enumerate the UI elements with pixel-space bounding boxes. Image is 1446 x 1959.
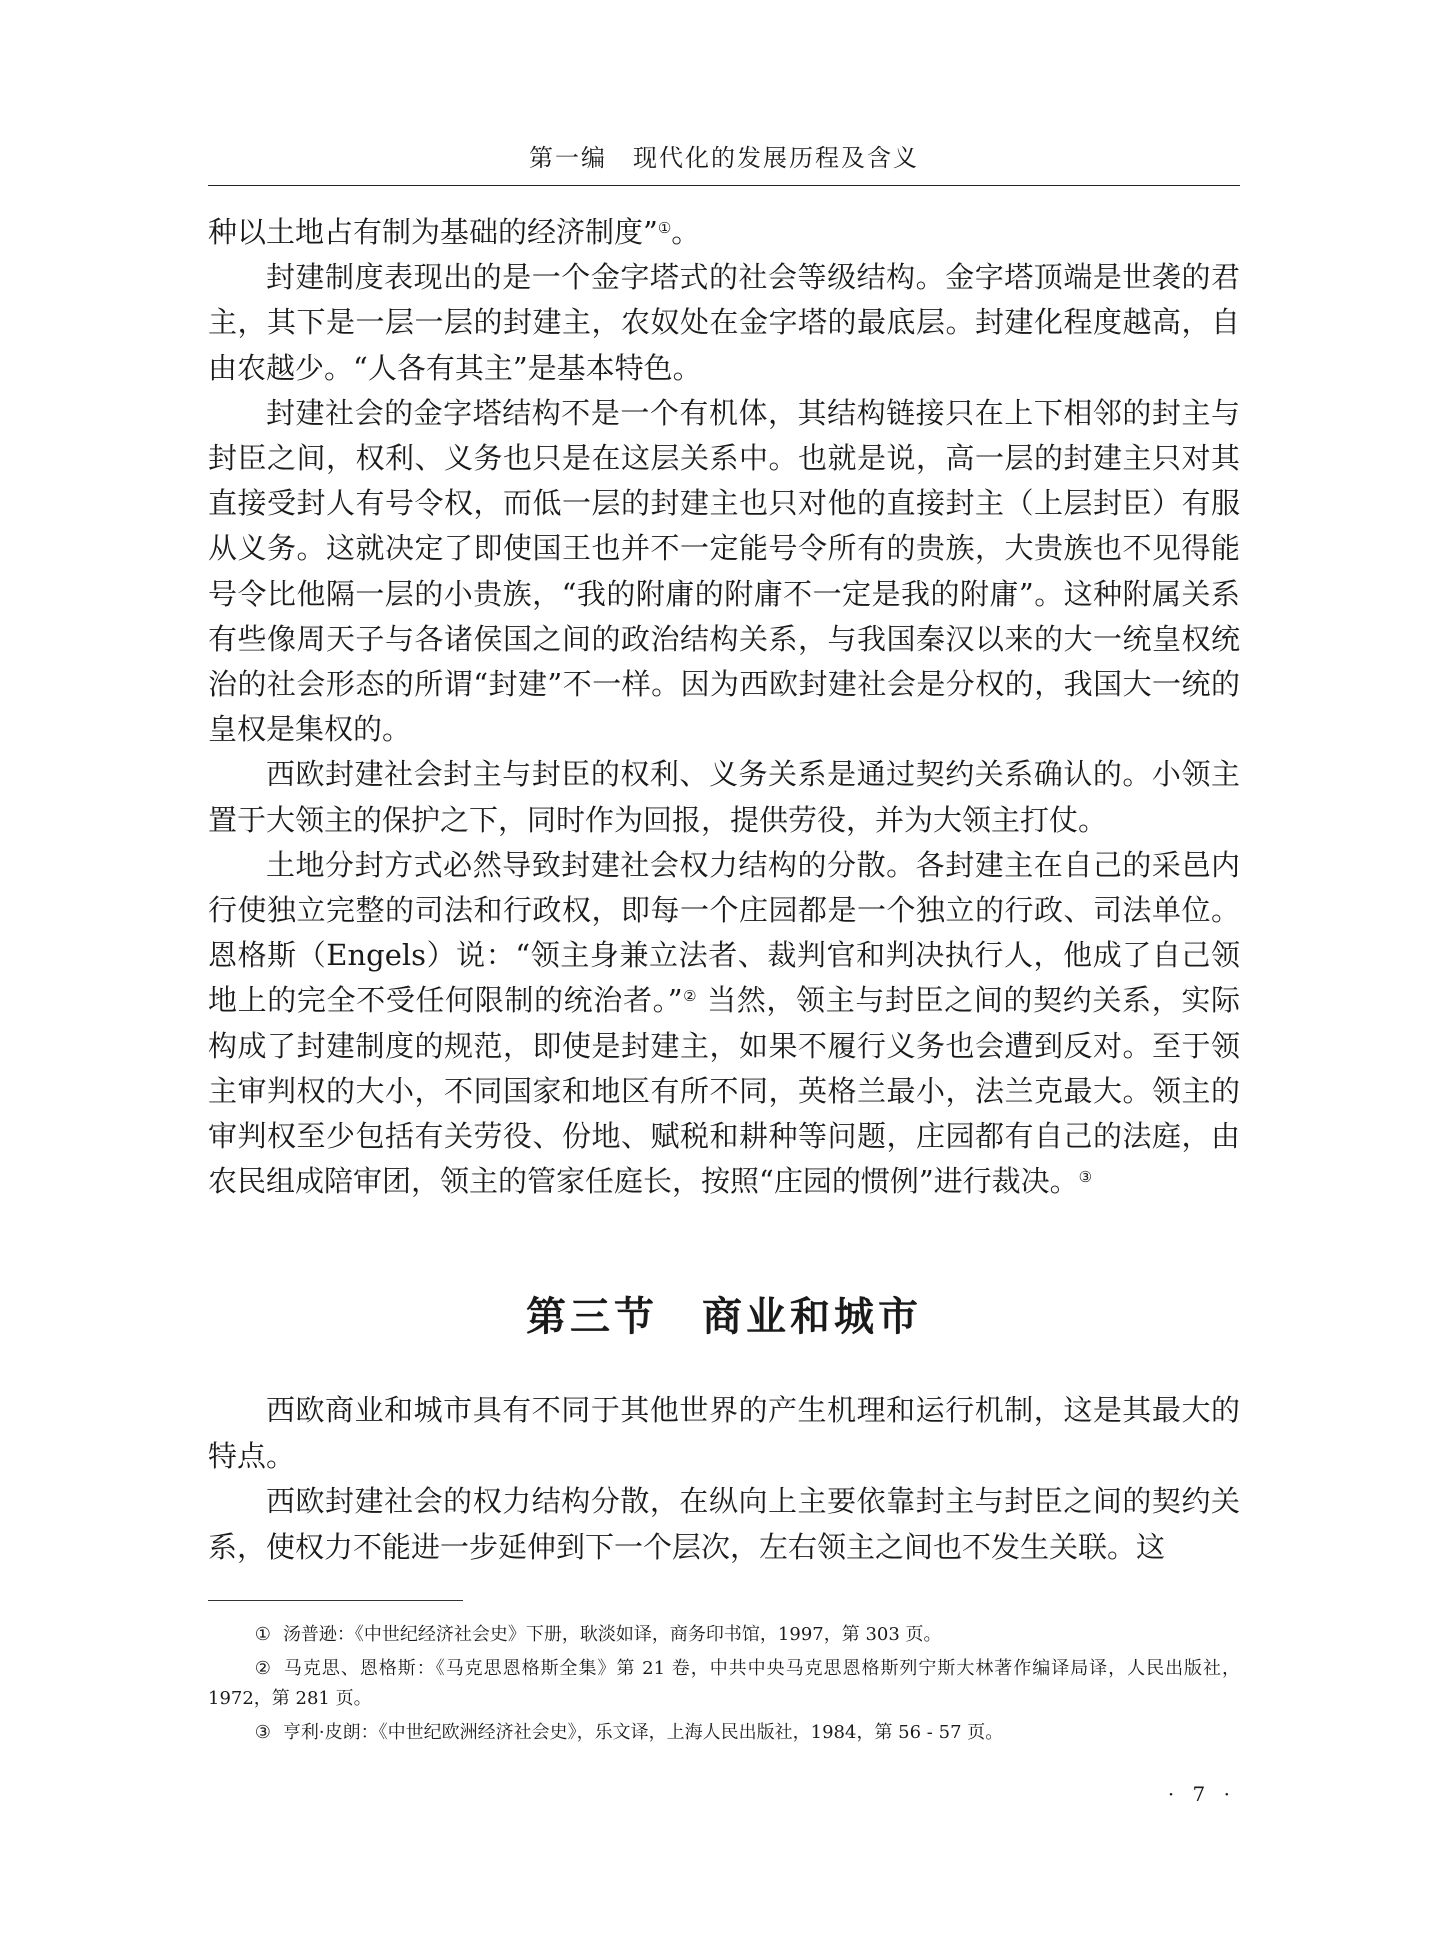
footnote-3: ③ 亨利·皮朗：《中世纪欧洲经济社会史》，乐文译，上海人民出版社，1984，第 56 - 57 页。	[254, 1722, 1004, 1743]
footnote-ref-1[interactable]: ①	[657, 219, 672, 237]
paragraph-2: 封建制度表现出的是一个金字塔式的社会等级结构。金字塔顶端是世袭的君主，其下是一层一层的封建主，农奴处在金字塔的最底层。封建化程度越高，自由农越少。“人各有其主”是基本特色。	[208, 260, 1240, 385]
footnote-mark: ②	[254, 1658, 272, 1679]
footnote-2: ② 马克思、恩格斯：《马克思恩格斯全集》第 21 卷，中共中央马克思恩格斯列宁斯大林著作编译局译，人民出版社，1972，第 281 页。	[208, 1658, 1241, 1709]
section-paragraph-1: 西欧商业和城市具有不同于其他世界的产生机理和运行机制，这是其最大的特点。	[208, 1393, 1240, 1473]
section-body	[208, 1388, 1240, 1570]
running-header: 第一编 现代化的发展历程及含义	[529, 144, 919, 172]
body-text	[208, 210, 1240, 1204]
footnote-1: ① 汤普逊：《中世纪经济社会史》下册，耿淡如译，商务印书馆，1997，第 303 页。	[254, 1624, 942, 1645]
paragraph-5: 土地分封方式必然导致封建社会权力结构的分散。各封建主在自己的采邑内行使独立完整的司法和行政权，即每一个庄园都是一个独立的行政、司法单位。恩格斯（Engels）说：“领主身兼立法者、裁判官和判决执行人，他成了自己领地上的完全不受任何限制的统治者。”② 当然，领主与封臣之间的契约关系，实际构成了封建制度的规范，即使是封建主，如果不履行义务也会遭到反对。至于领主审判权的大小，不同国家和地区有所不同，英格兰最小，法兰克最大。领主的审判权至少包括有关劳役、份地、赋税和耕种等问题，庄园都有自己的法庭，由农民组成陪审团，领主的管家任庭长，按照“庄园的惯例”进行裁决。③	[208, 847, 1240, 1199]
footnote-ref-3[interactable]: ③	[1078, 1168, 1093, 1187]
footnote-ref-2[interactable]: ②	[682, 987, 698, 1006]
header-rule	[208, 185, 1240, 186]
footnote-mark: ①	[254, 1624, 271, 1645]
paragraph-1: 种以土地占有制为基础的经济制度”①。	[208, 215, 701, 249]
section-paragraph-2: 西欧封建社会的权力结构分散，在纵向上主要依靠封主与封臣之间的契约关系，使权力不能进一步延伸到下一个层次，左右领主之间也不发生关联。这	[208, 1484, 1240, 1564]
paragraph-3: 封建社会的金字塔结构不是一个有机体，其结构链接只在上下相邻的封主与封臣之间，权利、义务也只是在这层关系中。也就是说，高一层的封建主只对其直接受封人有号令权，而低一层的封建主也只对他的直接封主（上层封臣）有服从义务。这就决定了即使国王也并不一定能号令所有的贵族，大贵族也不见得能号令比他隔一层的小贵族，“我的附庸的附庸不一定是我的附庸”。这种附属关系有些像周天子与各诸侯国之间的政治结构关系，与我国秦汉以来的大一统皇权统治的社会形态的所谓“封建”不一样。因为西欧封建社会是分权的，我国大一统的皇权是集权的。	[208, 395, 1240, 747]
footnote-rule	[208, 1600, 463, 1601]
footnotes	[208, 1620, 1240, 1752]
page-number: · 7 ·	[1167, 1782, 1236, 1806]
section-title: 第三节 商业和城市	[526, 1293, 922, 1340]
footnote-mark: ③	[254, 1722, 271, 1743]
paragraph-4: 西欧封建社会封主与封臣的权利、义务关系是通过契约关系确认的。小领主置于大领主的保护之下，同时作为回报，提供劳役，并为大领主打仗。	[208, 757, 1240, 837]
